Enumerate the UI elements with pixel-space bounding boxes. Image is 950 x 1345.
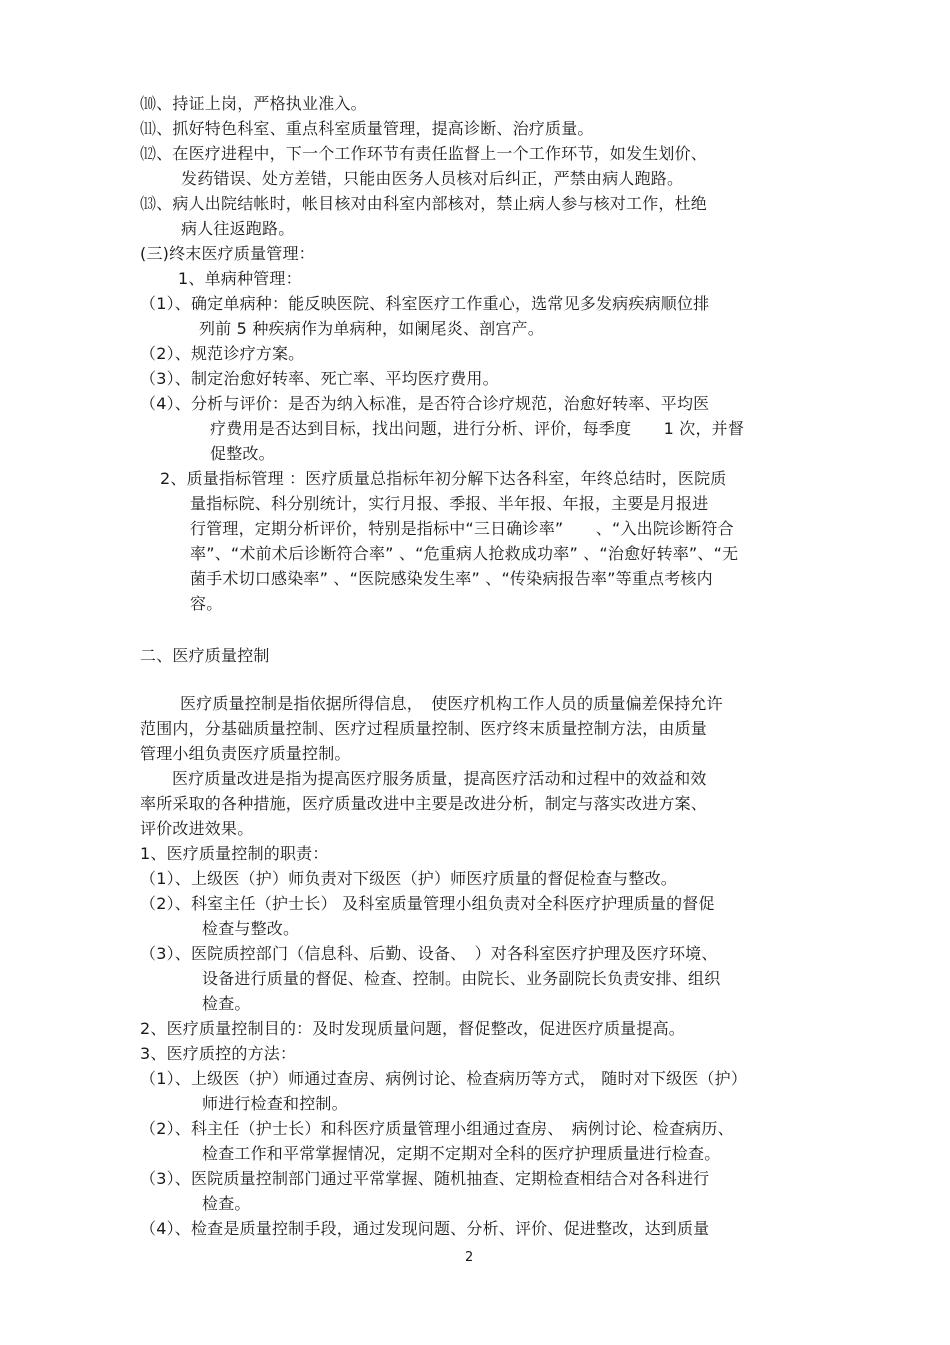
text-line: 列前 5 种疾病作为单病种，如阑尾炎、剖宫产。 [199,319,544,338]
text-line: 量指标院、科分别统计，实行月报、季报、半年报、年报，主要是月报进 [190,494,709,513]
subsection-heading: 2、医疗质量控制目的：及时发现质量问题，督促整改，促进医疗质量提高。 [140,1019,685,1038]
text-line: （3）、医院质量控制部门通过平常掌握、随机抽查、定期检查相结合对各科进行 [140,1169,710,1188]
text-line: （2）、科室主任（护士长） 及科室质量管理小组负责对全科医疗护理质量的督促 [140,894,715,913]
text-line: 行管理，定期分析评价，特别是指标中“三日确诊率” 、“入出院诊断符合 [190,519,734,538]
text-line: 设备进行质量的督促、检查、控制。由院长、业务副院长负责安排、组织 [202,969,721,988]
text-line: 检查。 [202,1194,251,1213]
text-line: 检查与整改。 [202,919,300,938]
paragraph-line: 医疗质量控制是指依据所得信息， 使医疗机构工作人员的质量偏差保持允许 [180,694,723,713]
text-line: 检查。 [202,994,251,1013]
section-heading: 二、医疗质量控制 [140,646,270,665]
text-line: （4）、分析与评价：是否为纳入标准，是否符合诊疗规范，治愈好转率、平均医 [140,394,710,413]
paragraph-line: 评价改进效果。 [140,819,254,838]
text-line: ⑾、抓好特色科室、重点科室质量管理，提高诊断、治疗质量。 [140,119,594,138]
subsection-heading: 3、医疗质控的方法： [140,1044,297,1063]
text-line: （4）、检查是质量控制手段，通过发现问题、分析、评价、促进整改，达到质量 [140,1219,710,1238]
text-line: 疗费用是否达到目标，找出问题，进行分析、评价，每季度 1 次，并督 [210,419,745,438]
text-line: 检查工作和平常掌握情况，定期不定期对全科的医疗护理质量进行检查。 [202,1144,721,1163]
text-line: 容。 [190,594,223,613]
subsection-heading: 1、医疗质量控制的职责： [140,844,329,863]
text-line: （1）、上级医（护）师负责对下级医（护）师医疗质量的督促检查与整改。 [140,869,677,888]
subsection-heading: 2、质量指标管理 ：医疗质量总指标年初分解下达各科室，年终总结时，医院质 [160,469,727,488]
text-line: （2）、科主任（护士长）和科医疗质量管理小组通过查房、 病例讨论、检查病历、 [140,1119,734,1138]
text-line: （3）、医院质控部门（信息科、后勤、设备、 ）对各科室医疗护理及医疗环境、 [140,944,718,963]
page-number: 2 [465,1250,474,1265]
text-line: 菌手术切口感染率” 、“医院感染发生率” 、“传染病报告率”等重点考核内 [190,569,713,588]
text-line: ⑽、持证上岗，严格执业准入。 [140,94,367,113]
text-line: ⒀、病人出院结帐时，帐目核对由科室内部核对，禁止病人参与核对工作，杜绝 [140,194,708,213]
subsection-heading: 1、单病种管理： [178,269,302,288]
text-line: 率”、“术前术后诊断符合率” 、“危重病人抢救成功率” 、“治愈好转率”、“无 [190,544,739,563]
paragraph-line: 管理小组负责医疗质量控制。 [140,744,351,763]
text-line: （1）、上级医（护）师通过查房、病例讨论、检查病历等方式， 随时对下级医（护） [140,1069,748,1088]
section-heading: (三)终末医疗质量管理： [140,244,315,263]
text-line: （3）、制定治愈好转率、死亡率、平均医疗费用。 [140,369,499,388]
text-line: （2）、规范诊疗方案。 [140,344,305,363]
text-line: ⑿、在医疗进程中，下一个工作环节有责任监督上一个工作环节，如发生划价、 [140,144,708,163]
text-line: 师进行检查和控制。 [202,1094,348,1113]
paragraph-line: 率所采取的各种措施，医疗质量改进中主要是改进分析，制定与落实改进方案、 [140,794,708,813]
paragraph-line: 医疗质量改进是指为提高医疗服务质量，提高医疗活动和过程中的效益和效 [172,769,707,788]
text-line: 促整改。 [210,444,275,463]
paragraph-line: 范围内，分基础质量控制、医疗过程质量控制、医疗终末质量控制方法，由质量 [140,719,708,738]
text-line: （1）、确定单病种：能反映医院、科室医疗工作重心，选常见多发病疾病顺位排 [140,294,710,313]
text-line: 病人往返跑路。 [181,219,295,238]
text-line: 发药错误、处方差错，只能由医务人员核对后纠正，严禁由病人跑路。 [181,169,684,188]
